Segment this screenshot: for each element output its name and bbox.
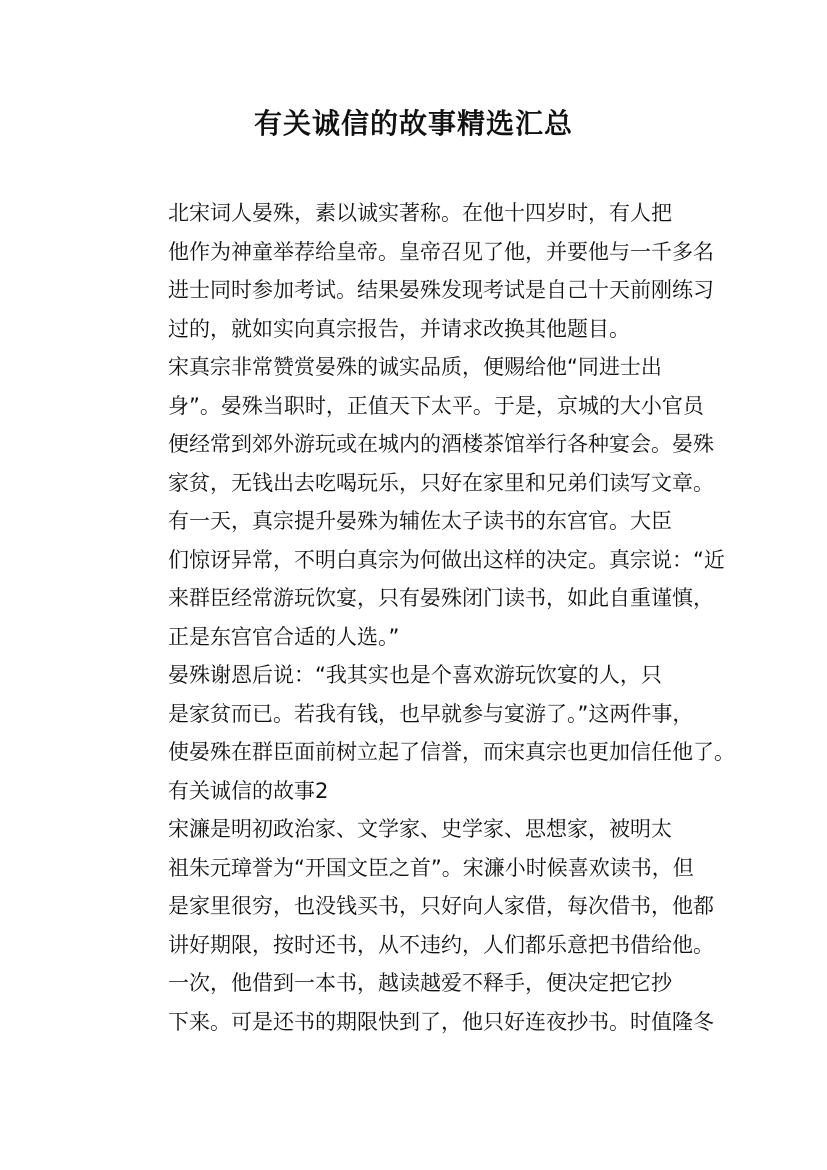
paragraph-line: 身”。晏殊当职时，正值天下太平。于是，京城的大小官员: [168, 393, 704, 418]
paragraph-line: 是家贫而已。若我有钱，也早就参与宴游了。”这两件事，: [168, 701, 694, 726]
paragraph-line: 宋真宗非常赞赏晏殊的诚实品质，便赐给他“同进士出: [168, 355, 662, 379]
paragraph-line: 过的，就如实向真宗报告，并请求改换其他题目。: [168, 316, 630, 341]
paragraph-line: 进士同时参加考试。结果晏殊发现考试是自己十天前刚练习: [168, 278, 714, 302]
section-heading: [126, 772, 712, 811]
document-title: 有关诚信的故事精选汇总: [253, 107, 573, 140]
document-body: [126, 194, 735, 1041]
paragraph-line: 正是东宫官合适的人选。”: [168, 624, 400, 649]
paragraph-4: [126, 656, 735, 772]
paragraph-line: 们惊讶异常，不明白真宗为何做出这样的决定。真宗说：“近: [168, 547, 725, 572]
paragraph-line: 北宋词人晏殊，素以诚实著称。在他十四岁时，有人把: [168, 201, 672, 225]
paragraph-line: 晏殊谢恩后说：“我其实也是个喜欢游玩饮宴的人，只: [168, 663, 662, 687]
paragraph-line: 祖朱元璋誉为“开国文臣之首”。宋濂小时候喜欢读书，但: [168, 855, 694, 880]
paragraph-line: 他作为神童举荐给皇帝。皇帝召见了他，并要他与一千多名: [168, 239, 714, 264]
paragraph-line: 宋濂是明初政治家、文学家、史学家、思想家，被明太: [168, 817, 672, 841]
paragraph-6: [126, 810, 712, 964]
paragraph-line: 使晏殊在群臣面前树立起了信誉，而宋真宗也更加信任他了。: [168, 740, 735, 764]
paragraph-line: 有一天，真宗提升晏殊为辅佐太子读书的东宫官。大臣: [168, 509, 672, 533]
paragraph-1: [126, 194, 712, 348]
paragraph-3: [126, 502, 725, 656]
paragraph-line: 讲好期限，按时还书，从不违约，人们都乐意把书借给他。: [168, 932, 714, 957]
paragraph-7: [126, 964, 712, 1041]
paragraph-line: 下来。可是还书的期限快到了，他只好连夜抄书。时值隆冬: [168, 1009, 714, 1034]
paragraph-line: 便经常到郊外游玩或在城内的酒楼茶馆举行各种宴会。晏殊: [168, 432, 714, 456]
paragraph-line: 来群臣经常游玩饮宴，只有晏殊闭门读书，如此自重谨慎，: [168, 586, 714, 610]
paragraph-2: [126, 348, 712, 502]
section-heading-text: 有关诚信的故事2: [168, 778, 329, 803]
paragraph-line: 是家里很穷，也没钱买书，只好向人家借，每次借书，他都: [168, 894, 714, 918]
paragraph-line: 一次，他借到一本书，越读越爱不释手，便决定把它抄: [168, 971, 672, 995]
paragraph-line: 家贫，无钱出去吃喝玩乐，只好在家里和兄弟们读写文章。: [168, 470, 714, 495]
